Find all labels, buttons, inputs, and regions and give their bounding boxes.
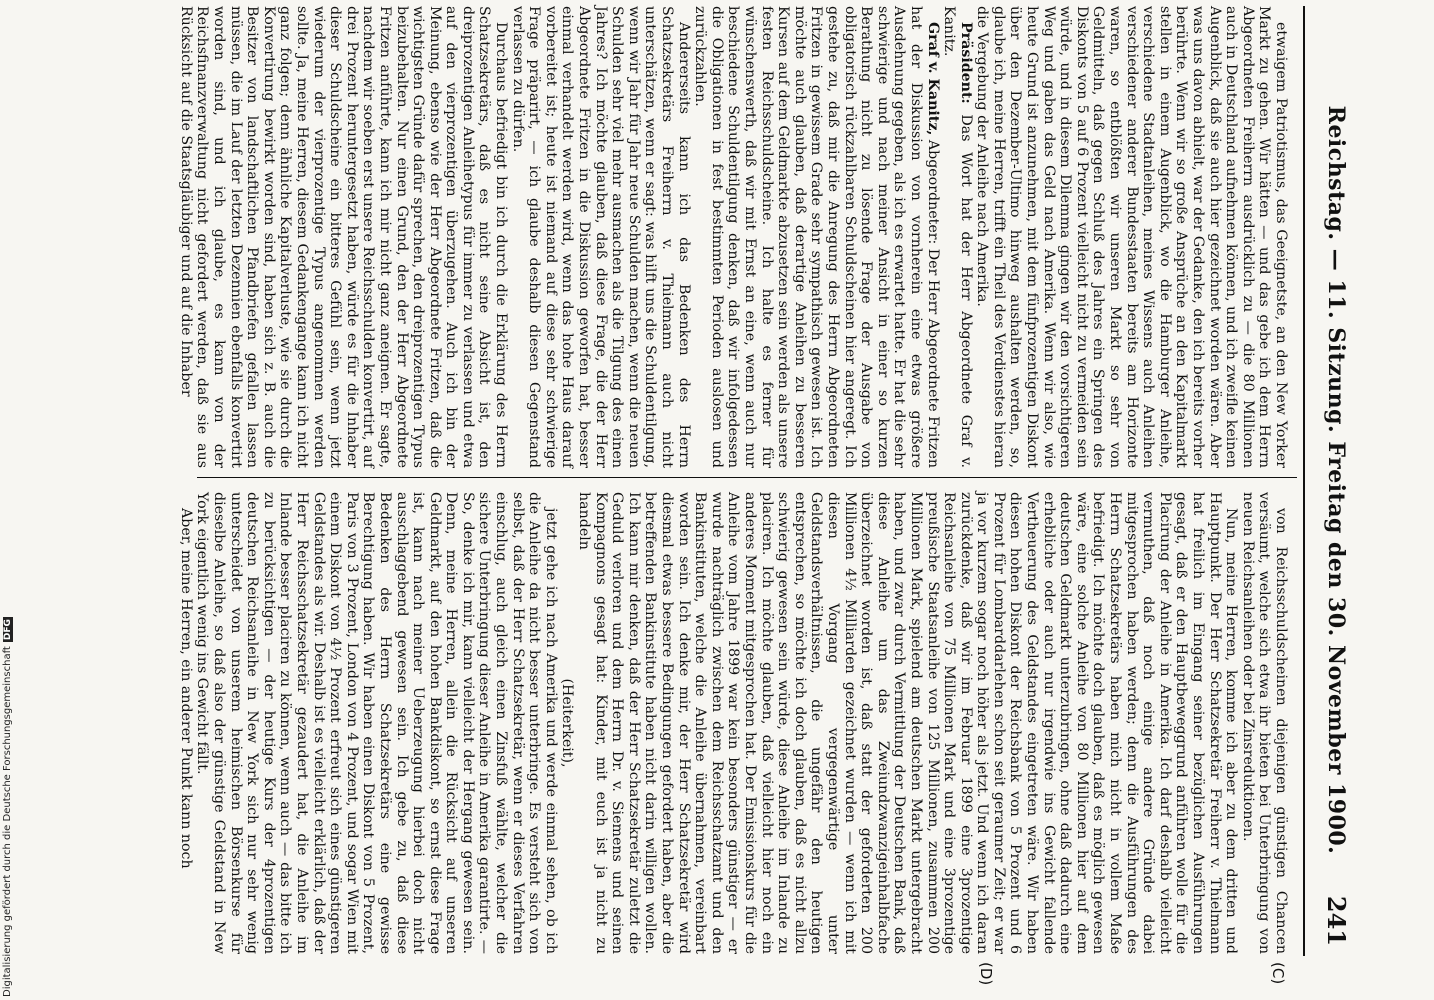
president-text: Das Wort hat der Herr Abgeordnete Graf v. Kanitz. xyxy=(941,6,974,468)
digitization-text: Digitalisierung gefördert durch die Deutsche Forschungsgemeinschaft xyxy=(2,646,13,997)
paragraph: jetzt gehe ich nach Amerika und werde einmal sehen, ob ich die Anleihe da nicht besser unterbringe. Es versteht sich von selbst, daß der Herr Schatzsekretär, wenn er dieses Verfahren einschlug, auch gleich einen Zinsfuß wählte, welcher die sichere Unterbringung dieser Anleihe in Amerika garantirte. — So, denke ich mir, kann vielleicht der Hergang gewesen sein. Denn, meine Herren, allein die Rücksicht auf unseren Geldmarkt, auf den hohen Bankdiskont, so ernst diese Frage ist, kann nach meiner Ueberzeugung hierbei doch nicht ausschlaggebend gewesen sein. Ich gebe zu, daß diese Bedenken des Herrn Schatzsekretärs eine gewisse Berechtigung haben. Wir haben einen Diskont von 5 Prozent, Paris von 3 Prozent, London von 4 Prozent, und sogar Wien mit einem Diskont von 4½ Prozent erfreut sich eines günstigeren Geldstandes als wir. Deshalb ist es vielleicht erklärlich, daß der Herr Reichsschatzsekretär gezaudert hat, die Anleihe im Inlande besser placiren zu können, wenn auch — das bitte ich zu berücksichtigen — der heutige Kurs der 4prozentigen deutschen Reichsanleihe in New York sich nur sehr wenig unterscheidet von unserem heimischen Börsenkurse für dieselbe Anleihe, so daß also der günstige Geldstand in New York eigentlich wenig ins Gewicht fällt. xyxy=(194,492,559,954)
header-rule xyxy=(1303,6,1305,956)
margin-marker-c: (C) xyxy=(1269,962,1287,985)
speaker-text: Abgeordneter: Der Herr Abgeordnete Fritzen hat der Diskussion von vornherein eine etwas größere Ausdehnung gegeben, als ich es erwartet hatte. Er hat die sehr schwierige und nach meiner Ansicht in einer so kurzen Berathung nicht zu lösende Frage der Ausgabe von obligatorisch rückzahlbaren Schuldscheinen hier angeregt. Ich gestehe zu, daß mir die Anregung des Herrn Abgeordneten Fritzen in gewissem Grade sehr sympathisch gewesen ist. Ich möchte auch glauben, daß derartige Anleihen zu besseren Kursen auf dem Geldmarkte abzusetzen sein werden als unsere festen Reichsschuldscheine. Ich halte es ferner für wünschenswerth, daß wir mit Ernst an eine, wenn auch nur beschiedene Schuldentilgung denken, daß wir infolgedessen die Obligationen in fest bestimmten Perioden auslosen und zurückzahlen. xyxy=(692,6,941,468)
president-paragraph xyxy=(941,6,974,468)
rotated-document-page xyxy=(70,0,1355,986)
speaker-label: Graf v. Kanitz, xyxy=(924,22,941,136)
right-text-column xyxy=(177,492,1289,954)
laughter-note: (Heiterkeit), xyxy=(559,678,576,768)
page-number: 241 xyxy=(1322,895,1351,946)
speaker-paragraph xyxy=(692,6,941,468)
paragraph: von Reichsschuldscheinen diejenigen günstigen Chancen versäumt, welche sich etwa ihr bieten bei Unterbringung von neuen Reichsanleihen oder bei Zinsreduktionen. xyxy=(1239,492,1289,954)
paragraph: Nun, meine Herren, komme ich aber zu dem dritten und Hauptpunkt. Der Herr Schatzsekretär Freiherr v. Thielmann hat freilich im Eingang seiner bezüglichen Ausführungen gesagt, daß er den Hauptbeweggrund anführen wolle für die Placirung der Anleihe in Amerika. Ich darf deshalb vielleicht vermuthen, daß noch einige andere Gründe dabei mitgesprochen haben werden; denn die Ausführungen des Herrn Schatzsekretärs haben mich nicht in vollem Maße befriedigt. Ich möchte doch glauben, daß es möglich gewesen wäre, eine solche Anleihe von 80 Millionen hier auf dem deutschen Geldmarkt unterzubringen, ohne daß dadurch eine erhebliche oder auch nur irgendwie ins Gewicht fallende Vertheuerung des Geldstandes eingetreten wäre. Wir haben diesen hohen Diskont der Reichsbank von 5 Prozent und 6 Prozent für Lombarddarlehen schon seit geraumer Zeit; er war ja vor kurzem sogar noch höher als jetzt. Und wenn ich daran zurückdenke, daß wir im Februar 1899 eine 3prozentige Reichsanleihe von 75 Millionen Mark und eine 3prozentige preußische Staatsanleihe von 125 Millionen, zusammen 200 Millionen Mark, spielend am deutschen Markt untergebracht haben, und zwar durch Vermittlung der Deutschen Bank, daß diese Anleihe um das Zweiundzwanzigeinhalbfache überzeichnet worden ist, daß statt der geforderten 200 Millionen 4½ Milliarden gezeichnet wurden — wenn ich mit diesen Vorgang vergegenwärtige unter Geldstandsverhältnissen, die ungefähr den heutigen entsprechen, so möchte ich doch glauben, daß es nicht allzu schwierig gewesen sein würde, diese Anleihe im Inlande zu placiren. Ich möchte glauben, daß vielleicht hier noch ein anderes Moment mitgesprochen hat. Der Emissionskurs für die Anleihe vom Jahre 1899 war kein besonders günstiger — er wurde nachträglich zwischen dem Reichsschatzamt und den Bankinstituten, welche die Anleihe übernahmen, vereinbart worden sein. Ich denke mir, der Herr Schatzsekretär wird diesmal etwas bessere Bedingungen gefordert haben, aber die betreffenden Bankinstitute haben nicht darin willigen wollen. Ich kann mir denken, daß der Herr Schatzsekretär zuletzt die Geduld verloren und dem Herrn Dr. v. Siemens und seinen Kompagnons gesagt hat: Kinder, mit euch ist ja nicht zu handeln xyxy=(576,492,1240,954)
paragraph: Aber, meine Herren, ein anderer Punkt kann noch xyxy=(177,508,194,869)
running-title: Reichstag. — 11. Sitzung. Freitag den 30. November 1900. xyxy=(1323,105,1349,855)
paragraph: etwaigem Patriotismus, das Geeignetste, an den New Yorker Markt zu gehen. Wir hätten — und das gebe ich dem Herrn Abgeordneten Freiherrn ausdrücklich zu — die 80 Millionen auch in Deutschland aufnehmen können, und ich zweifle keinen Augenblick, daß sie auch hier gezeichnet worden wären. Aber was uns davon abhielt, war der Gedanke, den ich bereits vorher berührte. Wenn wir so große Ansprüche an den Kapitalmarkt stellen in einem Augenblick, wo die Hamburger Anleihe, verschiedene Stadtanleihen, meines Wissens auch Anleihen verschiedener anderer Bundesstaaten bereits am Horizonte waren, so entblößten wir unseren Markt so sehr von Geldmitteln, daß gegen Schluß des Jahres ein Springen des Diskonts von 5 auf 6 Prozent vielleicht nicht zu vermeiden sein würde, und in diesem Dilemma gingen wir den vorsichtigeren Weg und gaben das Geld nach Amerika. Wenn wir also, wie heute Grund ist anzunehmen, mit dem fünfprozentigen Diskont über den Dezember-Ultimo hinweg aushalten werden, so, glaube ich, meine Herren, trifft ein Theil des Verdienstes hieran die Vergebung der Anleihe nach Amerika. xyxy=(974,6,1289,468)
paragraph: Andererseits kann ich das Bedenken des Herrn Schatzsekretärs Freiherrn v. Thielmann auch nicht unterschätzen, wenn er sagt: was hilft uns die Schuldentilgung, wenn wir Jahr für Jahr neue Schulden machen, wenn die neuen Schulden sehr viel mehr ausmachen als die Tilgung des einen Jahres? Ich möchte glauben, daß diese Frage, die der Herr Abgeordnete Fritzen in die Diskussion geworfen hat, besser einmal verhandelt werden wird, wenn das hohe Haus darauf vorbereitet ist; heute ist niemand auf diese sehr schwierige Frage präparirt, — ich glaube deshalb diesen Gegenstand verlassen zu dürfen. xyxy=(509,6,692,468)
paragraph: Durchaus befriedigt bin ich durch die Erklärung des Herrn Schatzsekretärs, daß es nicht seine Absicht ist, den dreiprozentigen Anleihetypus für immer zu verlassen und etwa auf den vierprozentigen überzugehen. Auch ich bin der Meinung, ebenso wie der Herr Abgeordnete Fritzen, daß die wichtigsten Gründe dafür sprechen, den dreiprozentigen Typus beizubehalten. Nur einen Grund, den der Herr Abgeordnete Fritzen anführte, kann ich mir nicht ganz aneignen. Er sagte, nachdem wir soeben erst unsere Reichsschulden konvertirt, auf drei Prozent heruntergesetzt haben, würde es für die Inhaber dieser Schuldscheine ein bitteres Gefühl sein, wenn jetzt wiederum der vierprozentige Typus angenommen werden sollte. Ja, meine Herren, diesem Gedankengange kann ich nicht ganz folgen; denn ähnliche Kapitalverluste, wie sie durch die Konvertirung bewirkt worden sind, haben sich z. B. auch die Besitzer von landschaftlichen Pfandbriefen gefallen lassen müssen, die im Lauf der letzten Dezennien ebenfalls konvertirt worden sind, und ich glaube, es kann von der Reichsfinanzverwaltung nicht gefordert werden, daß sie aus Rücksicht auf die Staatsgläubiger und auf die Inhaber xyxy=(177,6,510,468)
margin-marker-d: (D) xyxy=(977,962,995,986)
digitization-note xyxy=(2,617,13,997)
page-header xyxy=(1307,0,1355,960)
column-divider xyxy=(197,477,1297,478)
president-label: Präsident: xyxy=(957,22,974,104)
left-text-column xyxy=(177,6,1289,468)
dfg-logo: DFG xyxy=(3,619,13,641)
